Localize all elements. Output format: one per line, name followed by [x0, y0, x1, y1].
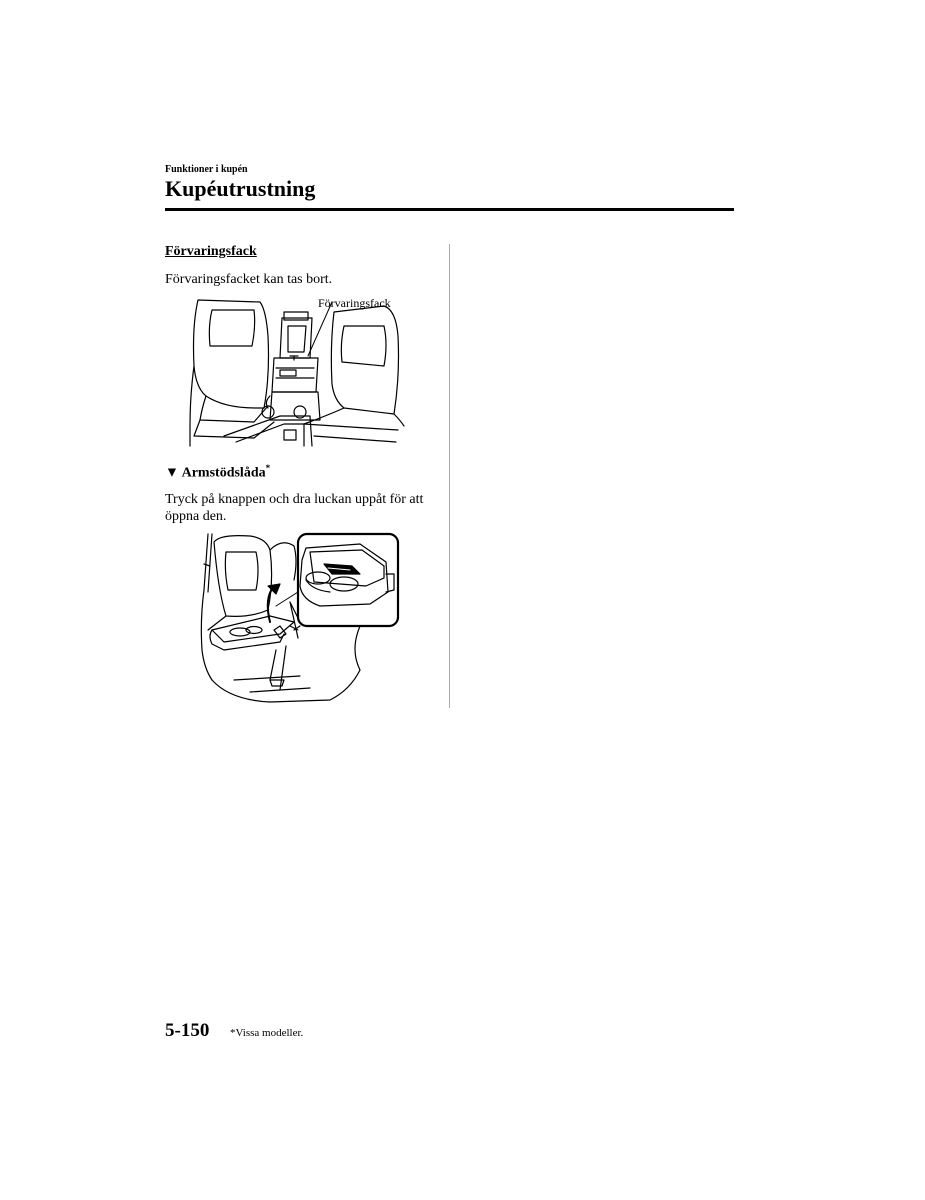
- armrest-box-illustration: [190, 530, 402, 708]
- column-divider: [449, 244, 450, 708]
- asterisk-marker: *: [265, 463, 271, 473]
- armrest-paragraph: Tryck på knappen och dra luckan uppåt för att öppna den.: [165, 492, 424, 524]
- breadcrumb: Funktioner i kupén: [165, 164, 248, 175]
- armrest-heading-text: Armstödslåda: [181, 465, 266, 481]
- section-heading-armrest: [165, 463, 270, 482]
- footnote: *Vissa modeller.: [230, 1027, 304, 1039]
- page-title: Kupéutrustning: [165, 176, 316, 201]
- title-rule: [165, 208, 734, 211]
- section-heading-storage: Förvaringsfack: [165, 244, 257, 259]
- page-number: 5-150: [165, 1020, 210, 1041]
- triangle-marker-icon: ▼: [165, 465, 179, 481]
- storage-paragraph: Förvaringsfacket kan tas bort.: [165, 272, 333, 287]
- storage-callout-label: Förvaringsfack: [318, 296, 391, 310]
- storage-compartment-illustration: [184, 296, 406, 450]
